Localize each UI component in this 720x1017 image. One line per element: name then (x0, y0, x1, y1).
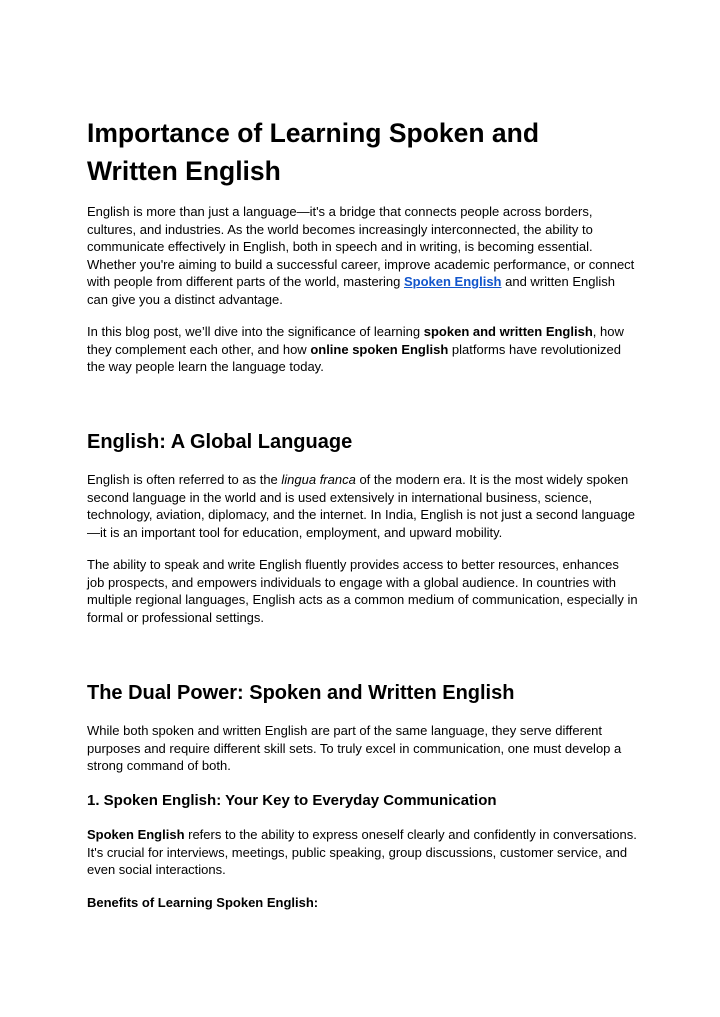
intro-paragraph-2 (87, 323, 639, 376)
global-paragraph-2: The ability to speak and write English fluently provides access to better resources, enhances job prospects, and empowers individuals to engage with a global audience. In countries with multiple regional languages, English acts as a common medium of communication, especially in formal or professional settings. (87, 557, 638, 625)
intro-p2-text-2: , how they complement each other, and how (87, 324, 624, 357)
intro-p2-text-3: platforms have revolutionized the way people learn the language today. (87, 341, 621, 375)
intro-p2-bold-spoken-written: spoken and written English (423, 324, 593, 339)
global-p1-text: English is often referred to as the (87, 472, 282, 487)
benefits-label-text: Benefits of Learning Spoken English: (87, 895, 319, 910)
global-p1-text-2: of the modern era. It is the most widely spoken second language in the world and is used extensively in international business, science, technology, aviation, diplomacy, and the internet. In India, English is not just a second language—it is an important tool for education, employment, and upward mobility. (87, 472, 636, 540)
global-paragraph-1 (87, 471, 639, 541)
global-p1-italic: lingua franca (281, 472, 356, 487)
benefits-label (87, 894, 639, 912)
spoken-english-link[interactable]: Spoken English (403, 274, 502, 290)
section-heading-dual: The Dual Power: Spoken and Written English (87, 682, 515, 704)
dual-paragraph-2 (87, 826, 639, 879)
dual-p2-bold: Spoken English (87, 827, 185, 842)
intro-text: English is more than just a language—it's a bridge that connects people across borders, cultures, and industries. As the world becomes increasingly interconnected, the ability to communicate effectively in English, both in speech and in writing, is becoming essential. Whether you're aiming to build a successful career, improve academic performance, or connect with people from different parts of the world, mastering (87, 204, 635, 290)
intro-text-end: and written English can give you a distinct advantage. (87, 274, 615, 307)
intro-p2-text: In this blog post, we’ll dive into the significance of learning (87, 324, 424, 339)
sub-heading-spoken: 1. Spoken English: Your Key to Everyday Communication (87, 792, 497, 809)
intro-p2-bold-online: online spoken English (310, 341, 449, 357)
dual-p2-text: refers to the ability to express oneself clearly and confidently in conversations. It's crucial for interviews, meetings, public speaking, group discussions, customer service, and even social interactions. (87, 827, 637, 878)
page-title: Importance of Learning Spoken and Written English (87, 118, 540, 186)
intro-paragraph-1 (87, 203, 639, 309)
section-heading-global: English: A Global Language (87, 431, 353, 453)
dual-paragraph-1: While both spoken and written English are part of the same language, they serve different purposes and require different skill sets. To truly excel in communication, one must develop a strong command of both. (87, 723, 622, 774)
